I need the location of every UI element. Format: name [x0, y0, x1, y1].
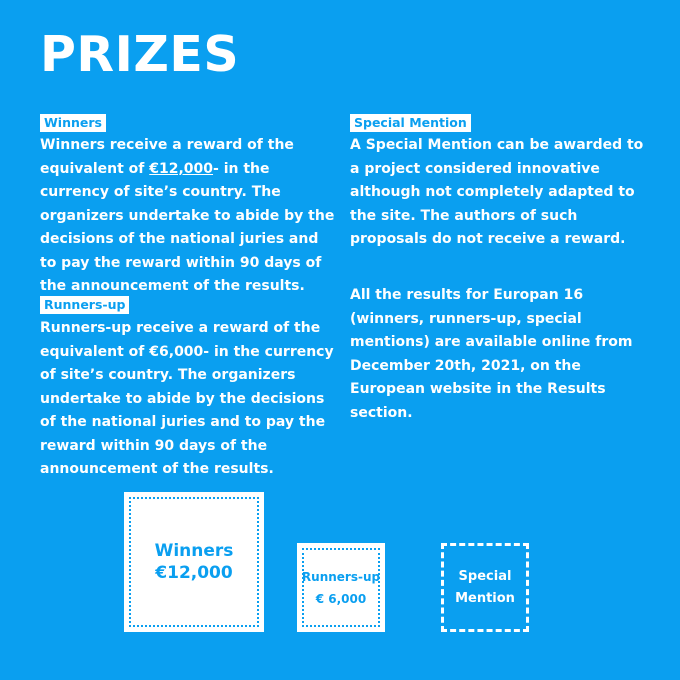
results-paragraph: All the results for Europan 16 (winners, runners-up, special mentions) are available online from December 20th, 2021, on the European website in the Results section. [350, 287, 633, 421]
winners-text-after: - in the currency of site’s country. The organizers undertake to abide by the decisions of the national juries and to pay the reward within 90 days of the announcement of the results. [40, 160, 335, 294]
special-mention-prize-box [441, 543, 529, 632]
winners-box-title: Winners [154, 541, 234, 561]
winners-prize-box [124, 492, 264, 632]
winners-box-amount: €12,000 [155, 563, 233, 583]
winners-label: Winners [40, 114, 106, 132]
runners-up-prize-box [297, 543, 385, 632]
special-mention-paragraph: A Special Mention can be awarded to a project considered innovative although not completely adapted to the site. The authors of such proposals do not receive a reward. [350, 137, 644, 247]
winners-paragraph [40, 134, 335, 299]
special-mention-label: Special Mention [350, 114, 471, 132]
runners-up-box-amount: € 6,000 [315, 591, 367, 606]
winners-amount: €12,000 [149, 160, 214, 177]
runners-up-label: Runners-up [40, 296, 129, 314]
special-box-line2: Mention [455, 590, 515, 606]
runners-up-paragraph: Runners-up receive a reward of the equivalent of €6,000- in the currency of site’s country. The organizers undertake to abide by the decisions of the national juries and to pay the reward within 90 days of the announcement of the results. [40, 320, 334, 477]
special-box-line1: Special [458, 568, 512, 584]
runners-up-box-title: Runners-up [301, 569, 381, 584]
page-title: PRIZES [40, 26, 240, 83]
winners-text-before: Winners receive a reward of the equivalent of [40, 137, 294, 177]
